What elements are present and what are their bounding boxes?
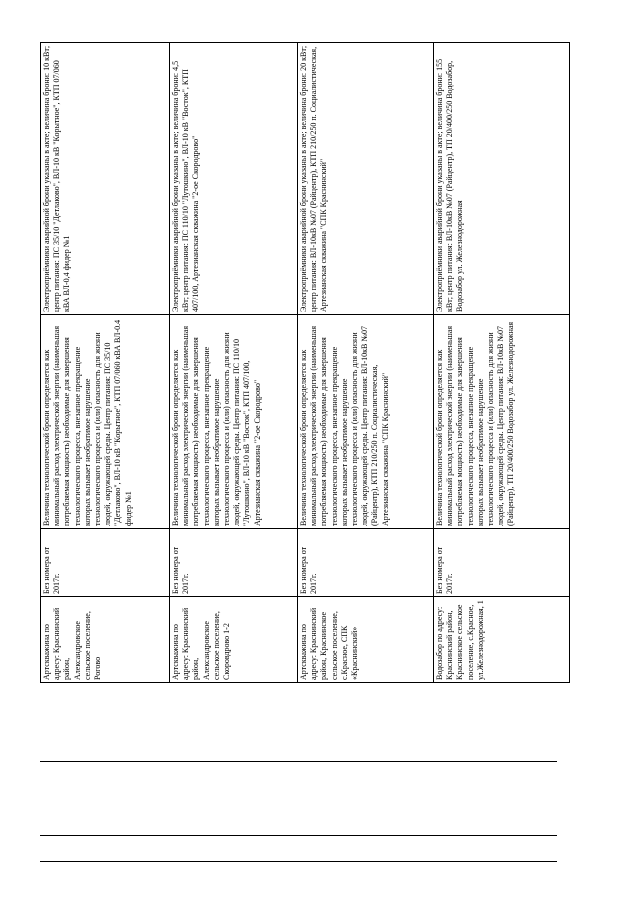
reserve-description-cell: Величина технологической брони определяется как минимальный расход электрической энергии (наименьшая потребляемая мощность) необходимые для завершения технологического процесса, внезапное прекращение которых вызывает необратимое нарушение технологического процесса и (или) опасность для жизни людей, окружающей среды. Центр питания: ПС 35/10 "Детлаково", ВЛ-10 кВ "Корытное", КТП 07/060 кВА ВЛ-0.4 фидер №1 [41, 315, 170, 529]
act-number-cell: Без номера от 2017г. [170, 529, 298, 597]
object-name-cell: Водозабор по адресу: Краснинский район, Краснинское сельское поселение, с.Красное, ул.Железнодорожная, 1 [434, 597, 570, 683]
table-rule [40, 761, 557, 762]
reserve-value-cell: Электроприёмники аварийной брони указаны в акте; величина брони: 4,5 кВт; центр питания: ПС 110/10 "Лутошкино", ВЛ-10 кВ "Восток", КТП 407/100, Артезианская скважина "2-ое Скородрово" [170, 43, 298, 315]
table-row [41, 43, 170, 683]
object-name-cell: Артскважина по адресу: Краснинский район, Краснинское сельское поселение, с.Красное, СПК «Краснинский» [298, 597, 434, 683]
act-number-cell: Без номера от 2017г. [434, 529, 570, 597]
table-row [298, 43, 434, 683]
reserve-value-cell: Электроприёмники аварийной брони указаны в акте; величина брони: 20 кВт; центр питания: ВЛ-10кВ №07 (Райцентр), КТП 210/250 п. Социалистическая, Артезианская скважина "СПК Краснинский" [298, 43, 434, 315]
reserve-description-cell: Величина технологической брони определяется как минимальный расход электрической энергии (наименьшая потребляемая мощность) необходимые для завершения технологического процесса, внезапное прекращение которых вызывает необратимое нарушение технологического процесса и (или) опасность для жизни людей, окружающей среды. Центр питания: ПС 110/10 "Лутошкино", ВЛ-10 кВ "Восток", КТП 407/100, Артезианская скважина "2-ое Скородрово" [170, 315, 298, 529]
technological-reserve-table [40, 42, 570, 683]
table-rule [40, 835, 557, 836]
table-row [434, 43, 570, 683]
reserve-value-cell: Электроприёмники аварийной брони указаны в акте; величина брони: 10 кВт; центр питания: ПС 35/10 "Детлаково", ВЛ-10 кВ "Корытное", КТП 07/060 кВА ВЛ-0,4 фидер №1 [41, 43, 170, 315]
reserve-description-cell: Величина технологической брони определяется как минимальный расход электрической энергии (наименьшая потребляемая мощность) необходимые для завершения технологического процесса, внезапное прекращение которых вызывает необратимое нарушение технологического процесса и (или) опасность для жизни людей, окружающей среды. Центр питания: ВЛ-10кВ №07 (Райцентр), ТП 20/400/250 Водозабор ул. Железнодорожная [434, 315, 570, 529]
table-rule [40, 861, 557, 862]
act-number-cell: Без номера от 2017г. [298, 529, 434, 597]
table-row [170, 43, 298, 683]
rotated-reserve-table [40, 43, 557, 683]
object-name-cell: Артскважина по адресу: Краснинский район, Александровское сельское поселение, Роговo [41, 597, 170, 683]
object-name-cell: Артскважина по адресу: Краснинский район, Александровское сельское поселение, Скоровдрово 1-2 [170, 597, 298, 683]
reserve-value-cell: Электроприёмники аварийной брони указаны в акте; величина брони: 155 кВт; центр питания: ВЛ-10кВ №07 (Райцентр), ТП 20/400/250 Водозабор, Водозабор ул. Железнодорожная [434, 43, 570, 315]
act-number-cell: Без номера от 2017г. [41, 529, 170, 597]
reserve-description-cell: Величина технологической брони определяется как минимальный расход электрической энергии (наименьшая потребляемая мощность) необходимые для завершения технологического процесса, внезапное прекращение которых вызывает необратимое нарушение технологического процесса и (или) опасность для жизни людей, окружающей среды. Центр питания: ВЛ-10кВ №07 (Райцентр), КТП 210/250 п. Социалистическая, Артезианская скважина "СПК Краснинский" [298, 315, 434, 529]
